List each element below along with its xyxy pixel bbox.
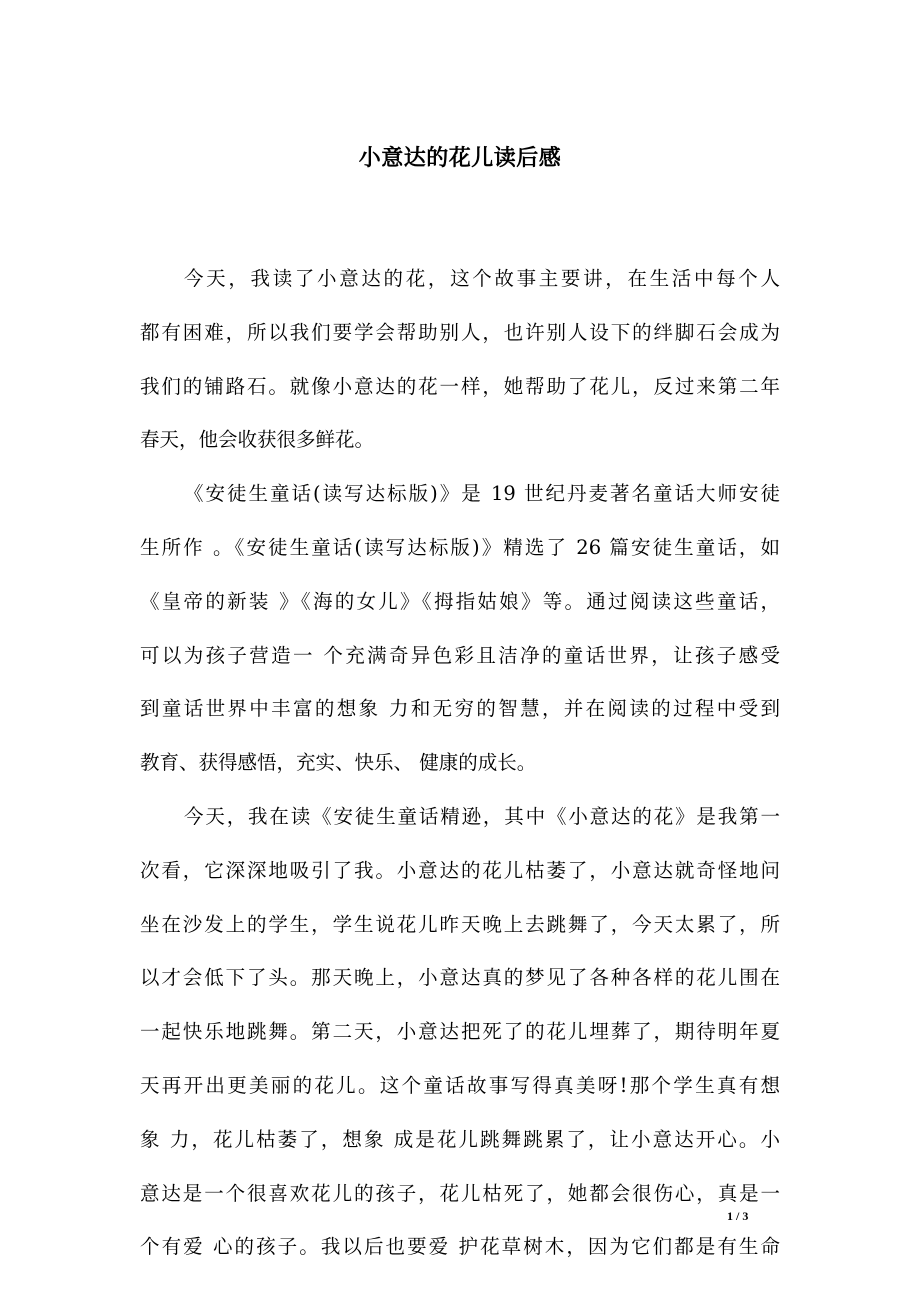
text-line: 意达是一个很喜欢花儿的孩子，花儿枯死了，她都会很伤心，真是一 [140,1181,780,1205]
text-line: 都有困难，所以我们要学会帮助别人，也许别人设下的绊脚石会成为 [140,320,780,344]
body-text [140,252,780,1274]
text-line: 可以为孩子营造一 个充满奇异色彩且洁净的童话世界，让孩子感受 [140,643,780,667]
text-line: 以才会低下了头。那天晚上，小意达真的梦见了各种各样的花儿围在 [140,966,780,990]
text-line: 个有爱 心的孩子。我以后也要爱 护花草树木，因为它们都是有生命 [140,1235,780,1259]
text-line: 今天，我在读《安徒生童话精逊，其中《小意达的花》是我第一 [184,804,780,828]
page-title: 小意达的花儿读后感 [358,145,562,171]
text-line: 今天，我读了小意达的花，这个故事主要讲，在生活中每个人 [184,267,780,290]
text-line: 一起快乐地跳舞。第二天，小意达把死了的花儿埋葬了，期待明年夏 [140,1020,780,1044]
text-line: 我们的铺路石。就像小意达的花一样，她帮助了花儿，反过来第二年 [140,374,780,398]
text-line: 次看，它深深地吸引了我。小意达的花儿枯萎了，小意达就奇怪地问 [140,858,780,882]
text-line: 教育、获得感悟，充实、快乐、 健康的成长。 [140,751,537,775]
page-number: 1 / 3 [727,1209,749,1223]
text-line: 天再开出更美丽的花儿。这个童话故事写得真美呀!那个学生真有想 [140,1073,780,1097]
text-line: 《皇帝的新装 》《海的女儿》《拇指姑娘》等。通过阅读这些童话， [140,589,780,613]
text-line: 坐在沙发上的学生，学生说花儿昨天晚上去跳舞了，今天太累了，所 [140,912,780,936]
text-line: 到童话世界中丰富的想象 力和无穷的智慧，并在阅读的过程中受到 [140,697,780,721]
text-line: 《安徒生童话(读写达标版)》是 19 世纪丹麦著名童话大师安徒 [184,482,780,506]
text-line: 春天，他会收获很多鲜花。 [140,428,375,452]
text-line: 生所作 。《安徒生童话(读写达标版)》精选了 26 篇安徒生童话，如 [140,535,780,559]
text-line: 象 力，花儿枯萎了，想象 成是花儿跳舞跳累了，让小意达开心。小 [140,1127,780,1151]
